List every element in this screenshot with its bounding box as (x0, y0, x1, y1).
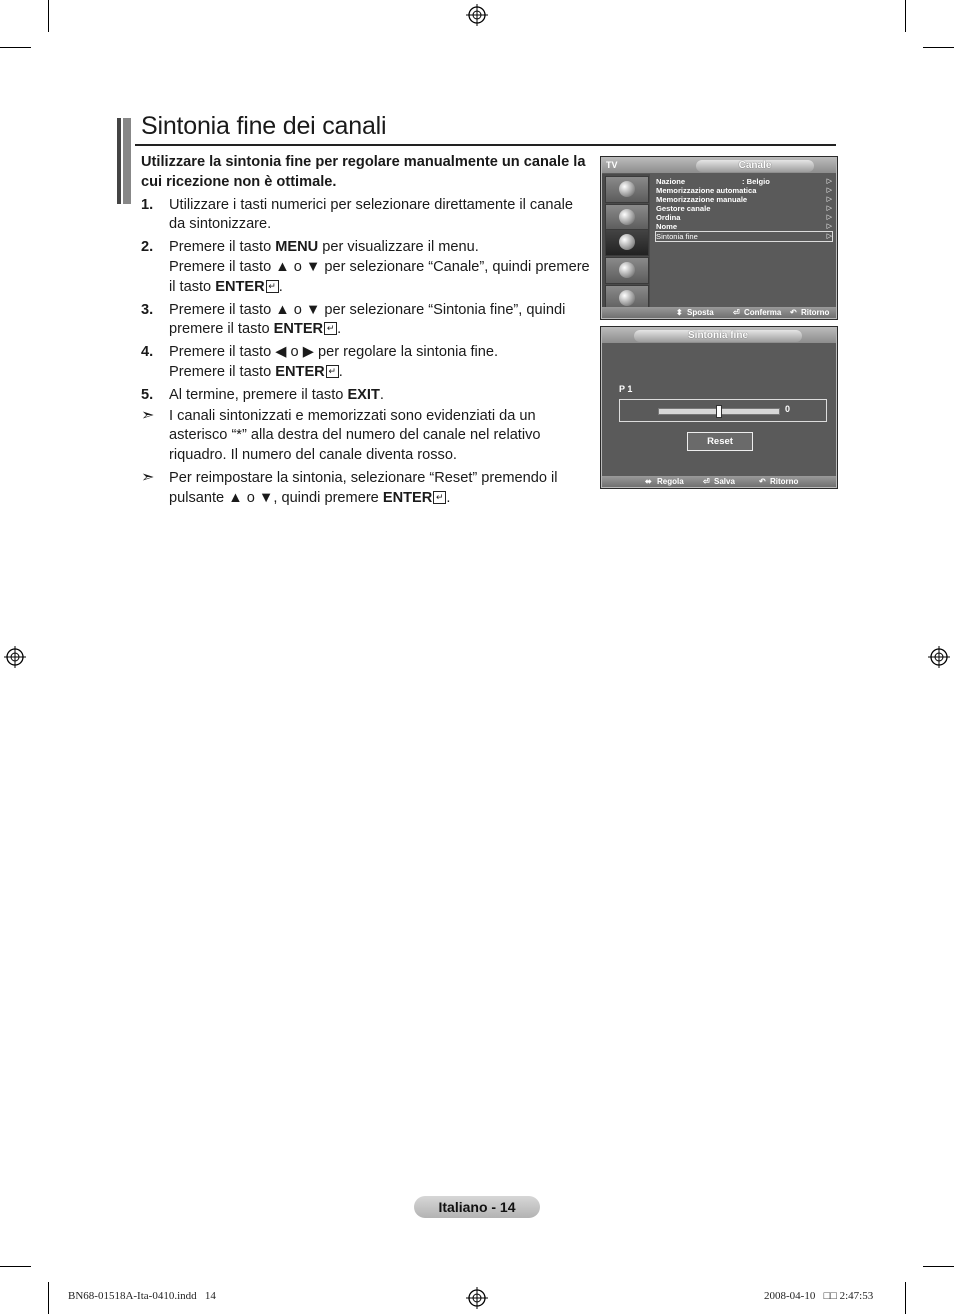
key-menu: MENU (275, 239, 319, 256)
osd-header-title: Sintonia fine (634, 330, 802, 342)
crop-mark (923, 1266, 954, 1267)
leftright-icon: ⬌ (645, 477, 652, 486)
menu-item-label: Nazione (656, 177, 686, 186)
triangle-right-icon: ▷ (826, 214, 832, 222)
step-number: 1. (141, 196, 154, 213)
menu-item-auto-store[interactable] (656, 186, 832, 195)
triangle-right-icon: ▷ (826, 196, 832, 204)
triangle-right-icon: ▷ (826, 187, 832, 195)
instructions (141, 153, 593, 509)
menu-item-label: Gestore canale (656, 204, 711, 214)
osd-header-title: Canale (696, 160, 814, 172)
footer-adjust: Regola (657, 477, 684, 486)
key-enter: ENTER (273, 321, 324, 338)
updown-icon: ⬍ (676, 308, 683, 317)
menu-item-label: Ordina (656, 213, 681, 223)
step-3 (141, 301, 593, 341)
footer-back: Ritorno (770, 477, 799, 486)
note-arrow-icon: ➣ (141, 406, 155, 424)
crop-mark (923, 47, 954, 48)
sound-menu-icon[interactable] (605, 204, 649, 231)
note-text: I canali sintonizzati e memorizzati sono evidenziati da un asterisco “*” alla destra del numero del canale nel relativo riquadro. Il numero del canale diventa rosso. (169, 407, 541, 464)
step-text: per visualizzare il menu. (318, 239, 479, 256)
menu-item-manual-store[interactable] (656, 195, 832, 204)
registration-mark-icon (4, 646, 26, 668)
enter-icon: ↵ (266, 280, 279, 293)
osd-tv-label: TV (606, 160, 618, 170)
enter-icon: ↵ (433, 491, 446, 504)
step-text: Premere il tasto ▲ o ▼ per selezionare “Canale”, quindi premere il tasto (169, 258, 590, 295)
note-1 (141, 407, 593, 466)
slider-thumb[interactable] (716, 405, 722, 418)
menu-item-label: Memorizzazione automatica (656, 186, 757, 196)
step-text: Premere il tasto (169, 239, 276, 256)
step-number: 3. (141, 301, 154, 318)
footer-file-info: BN68-01518A-Ita-0410.indd 14 (68, 1290, 216, 1302)
note-arrow-icon: ➣ (141, 468, 155, 486)
menu-item-channel-manager[interactable] (656, 204, 832, 213)
step-text: Premere il tasto (169, 363, 276, 380)
triangle-right-icon: ▷ (826, 205, 832, 213)
footer-back: Ritorno (801, 308, 830, 317)
page-title: Sintonia fine dei canali (141, 112, 387, 140)
step-number: 2. (141, 239, 154, 256)
step-text: . (337, 321, 342, 338)
step-4 (141, 343, 593, 383)
crop-mark (0, 1266, 31, 1267)
osd-header-bar (602, 328, 836, 343)
crop-mark (48, 1282, 49, 1314)
step-5 (141, 386, 593, 406)
enter-icon: ↵ (324, 322, 337, 335)
key-enter: ENTER (215, 278, 265, 295)
osd-fine-tune (600, 326, 838, 489)
key-enter: ENTER (275, 363, 325, 380)
osd-footer (602, 307, 836, 318)
note-2 (141, 469, 593, 509)
menu-item-label: Memorizzazione manuale (656, 195, 748, 205)
title-accent-bar (117, 118, 131, 204)
enter-icon: ⏎ (733, 308, 740, 317)
return-icon: ↶ (790, 308, 797, 317)
key-enter: ENTER (382, 489, 433, 506)
title-rule (135, 144, 836, 146)
osd-channel-menu (600, 156, 838, 320)
crop-mark (905, 0, 906, 32)
menu-item-fine-tune[interactable] (656, 232, 832, 241)
triangle-right-icon: ▷ (826, 232, 832, 240)
step-2 (141, 238, 593, 297)
registration-mark-icon (466, 4, 488, 26)
osd-header-bar (602, 158, 836, 173)
step-1 (141, 196, 593, 236)
channel-menu-icon[interactable] (605, 229, 649, 256)
fine-tune-slider[interactable] (619, 399, 827, 422)
footer-confirm: Conferma (744, 308, 782, 317)
return-icon: ↶ (759, 477, 766, 486)
step-text: . (338, 363, 343, 380)
registration-mark-icon (466, 1287, 488, 1309)
step-text: Premere il tasto ◀ o ▶ per regolare la sintonia fine. (169, 344, 499, 361)
triangle-right-icon: ▷ (826, 178, 832, 185)
menu-item-label: Nome (656, 222, 678, 232)
picture-menu-icon[interactable] (605, 176, 649, 203)
menu-item-label: Sintonia fine (656, 231, 698, 241)
menu-item-country[interactable] (656, 177, 832, 186)
step-text: Premere il tasto ▲ o ▼ per selezionare “Sintonia fine”, quindi premere il tasto (169, 301, 566, 338)
footer-save: Salva (714, 477, 735, 486)
enter-icon: ⏎ (703, 477, 710, 486)
crop-mark (905, 1282, 906, 1314)
osd-footer (602, 476, 836, 487)
channel-label: P 1 (619, 384, 633, 394)
enter-icon: ↵ (326, 365, 339, 378)
osd-sidebar (602, 174, 650, 309)
setup-menu-icon[interactable] (605, 257, 649, 284)
key-exit: EXIT (347, 386, 380, 403)
triangle-right-icon: ▷ (826, 223, 832, 231)
footer-move: Sposta (687, 308, 714, 317)
registration-mark-icon (928, 646, 950, 668)
step-number: 5. (141, 386, 154, 403)
slider-value: 0 (785, 404, 791, 414)
intro-text: Utilizzare la sintonia fine per regolare manualmente un canale la cui ricezione non è ottimale. (141, 154, 586, 190)
note-text: . (446, 489, 451, 506)
note-text: Per reimpostare la sintonia, selezionare “Reset” premendo il pulsante ▲ o ▼, quindi premere (169, 469, 558, 506)
menu-item-name[interactable] (656, 222, 832, 231)
osd-menu-list (656, 177, 832, 241)
footer-date-info: 2008-04-10 □□ 2:47:53 (764, 1290, 874, 1302)
reset-button[interactable]: Reset (687, 432, 753, 451)
step-text: Utilizzare i tasti numerici per selezionare direttamente il canale da sintonizzare. (169, 196, 573, 233)
step-text: . (379, 386, 384, 403)
step-text: Al termine, premere il tasto (169, 386, 348, 403)
crop-mark (48, 0, 49, 32)
page-number-badge: Italiano - 14 (414, 1196, 540, 1218)
menu-item-value: : Belgio (742, 177, 770, 186)
step-number: 4. (141, 344, 154, 361)
crop-mark (0, 47, 31, 48)
menu-item-sort[interactable] (656, 213, 832, 222)
step-text: . (278, 278, 283, 295)
